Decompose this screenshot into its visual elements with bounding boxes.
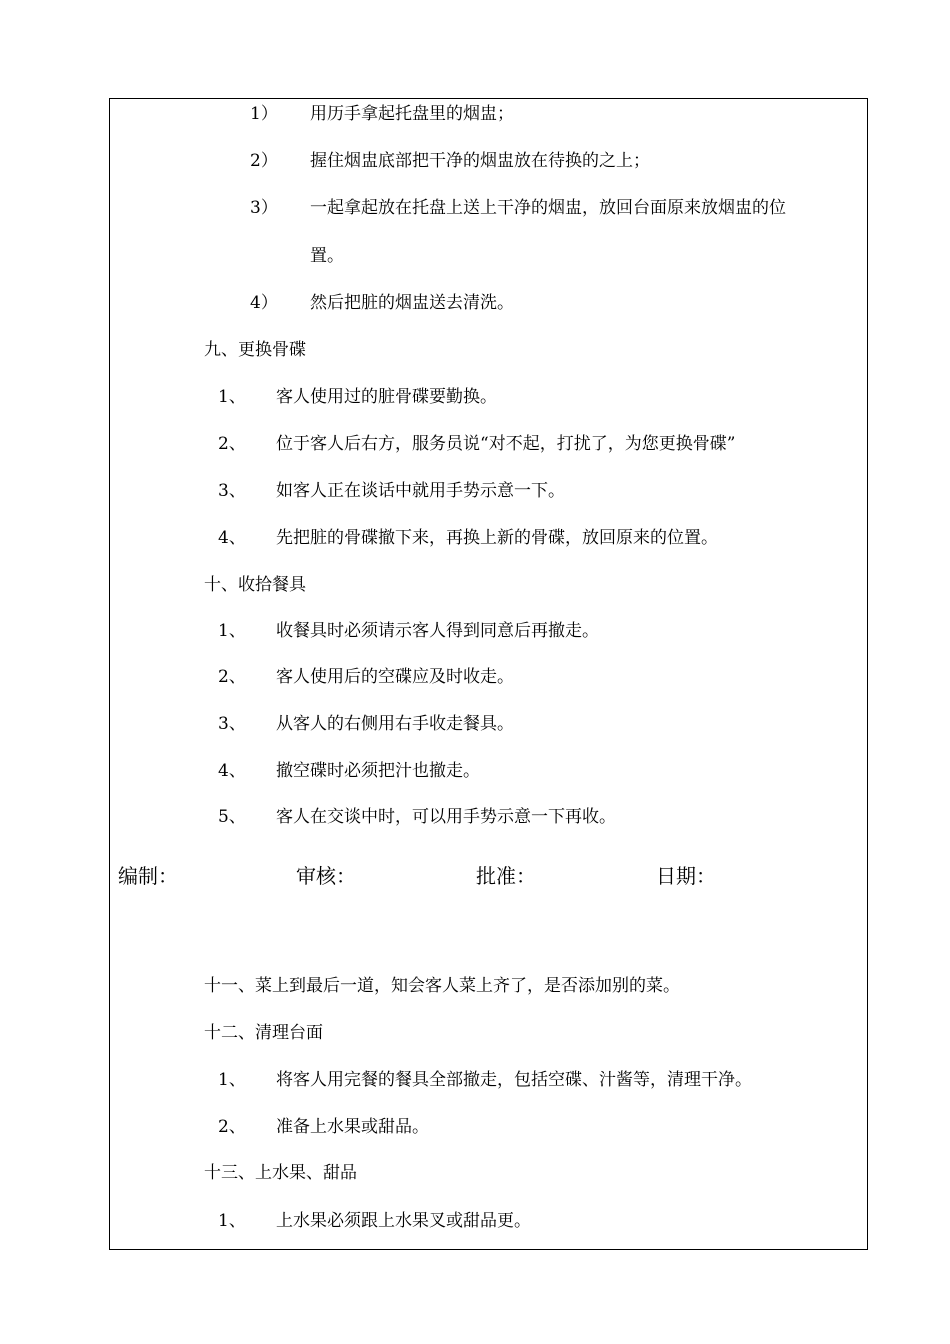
step-number: 1） <box>250 104 278 124</box>
item-text: 从客人的右侧用右手收走餐具。 <box>276 714 514 734</box>
item-number: 2、 <box>218 434 246 454</box>
item-number: 3、 <box>218 714 246 734</box>
item-number: 4、 <box>218 528 246 548</box>
step-text: 握住烟盅底部把干净的烟盅放在待换的之上； <box>310 151 650 171</box>
step-number: 2） <box>250 151 278 171</box>
item-number: 2、 <box>218 1117 246 1137</box>
section-heading: 十三、上水果、甜品 <box>204 1163 357 1183</box>
item-text: 将客人用完餐的餐具全部撤走，包括空碟、汁酱等，清理干净。 <box>276 1070 752 1090</box>
item-text: 上水果必须跟上水果叉或甜品更。 <box>276 1211 531 1231</box>
step-text: 一起拿起放在托盘上送上干净的烟盅，放回台面原来放烟盅的位 <box>310 198 786 218</box>
step-text: 用历手拿起托盘里的烟盅； <box>310 104 514 124</box>
step-text-continued: 置。 <box>310 246 344 266</box>
approved-by-label: 批准： <box>476 864 536 888</box>
item-text: 位于客人后右方，服务员说“对不起，打扰了，为您更换骨碟” <box>276 434 736 454</box>
item-number: 5、 <box>218 807 246 827</box>
item-text: 如客人正在谈话中就用手势示意一下。 <box>276 481 565 501</box>
section-heading: 十一、菜上到最后一道，知会客人菜上齐了，是否添加别的菜。 <box>204 976 680 996</box>
step-number: 4） <box>250 293 278 313</box>
item-text: 客人使用后的空碟应及时收走。 <box>276 667 514 687</box>
item-text: 客人在交谈中时，可以用手势示意一下再收。 <box>276 807 616 827</box>
date-label: 日期： <box>656 864 716 888</box>
item-number: 2、 <box>218 667 246 687</box>
item-text: 撤空碟时必须把汁也撤走。 <box>276 761 480 781</box>
item-number: 4、 <box>218 761 246 781</box>
item-number: 1、 <box>218 1070 246 1090</box>
section-heading: 十二、清理台面 <box>204 1023 323 1043</box>
section-heading: 九、更换骨碟 <box>204 340 306 360</box>
item-number: 1、 <box>218 621 246 641</box>
item-number: 1、 <box>218 1211 246 1231</box>
section-heading: 十、收拾餐具 <box>204 575 306 595</box>
compiled-by-label: 编制： <box>118 864 178 888</box>
reviewed-by-label: 审核： <box>296 864 356 888</box>
item-number: 1、 <box>218 387 246 407</box>
step-text: 然后把脏的烟盅送去清洗。 <box>310 293 514 313</box>
item-text: 收餐具时必须请示客人得到同意后再撤走。 <box>276 621 599 641</box>
step-number: 3） <box>250 198 278 218</box>
item-text: 客人使用过的脏骨碟要勤换。 <box>276 387 497 407</box>
item-text: 准备上水果或甜品。 <box>276 1117 429 1137</box>
item-number: 3、 <box>218 481 246 501</box>
item-text: 先把脏的骨碟撤下来，再换上新的骨碟，放回原来的位置。 <box>276 528 718 548</box>
